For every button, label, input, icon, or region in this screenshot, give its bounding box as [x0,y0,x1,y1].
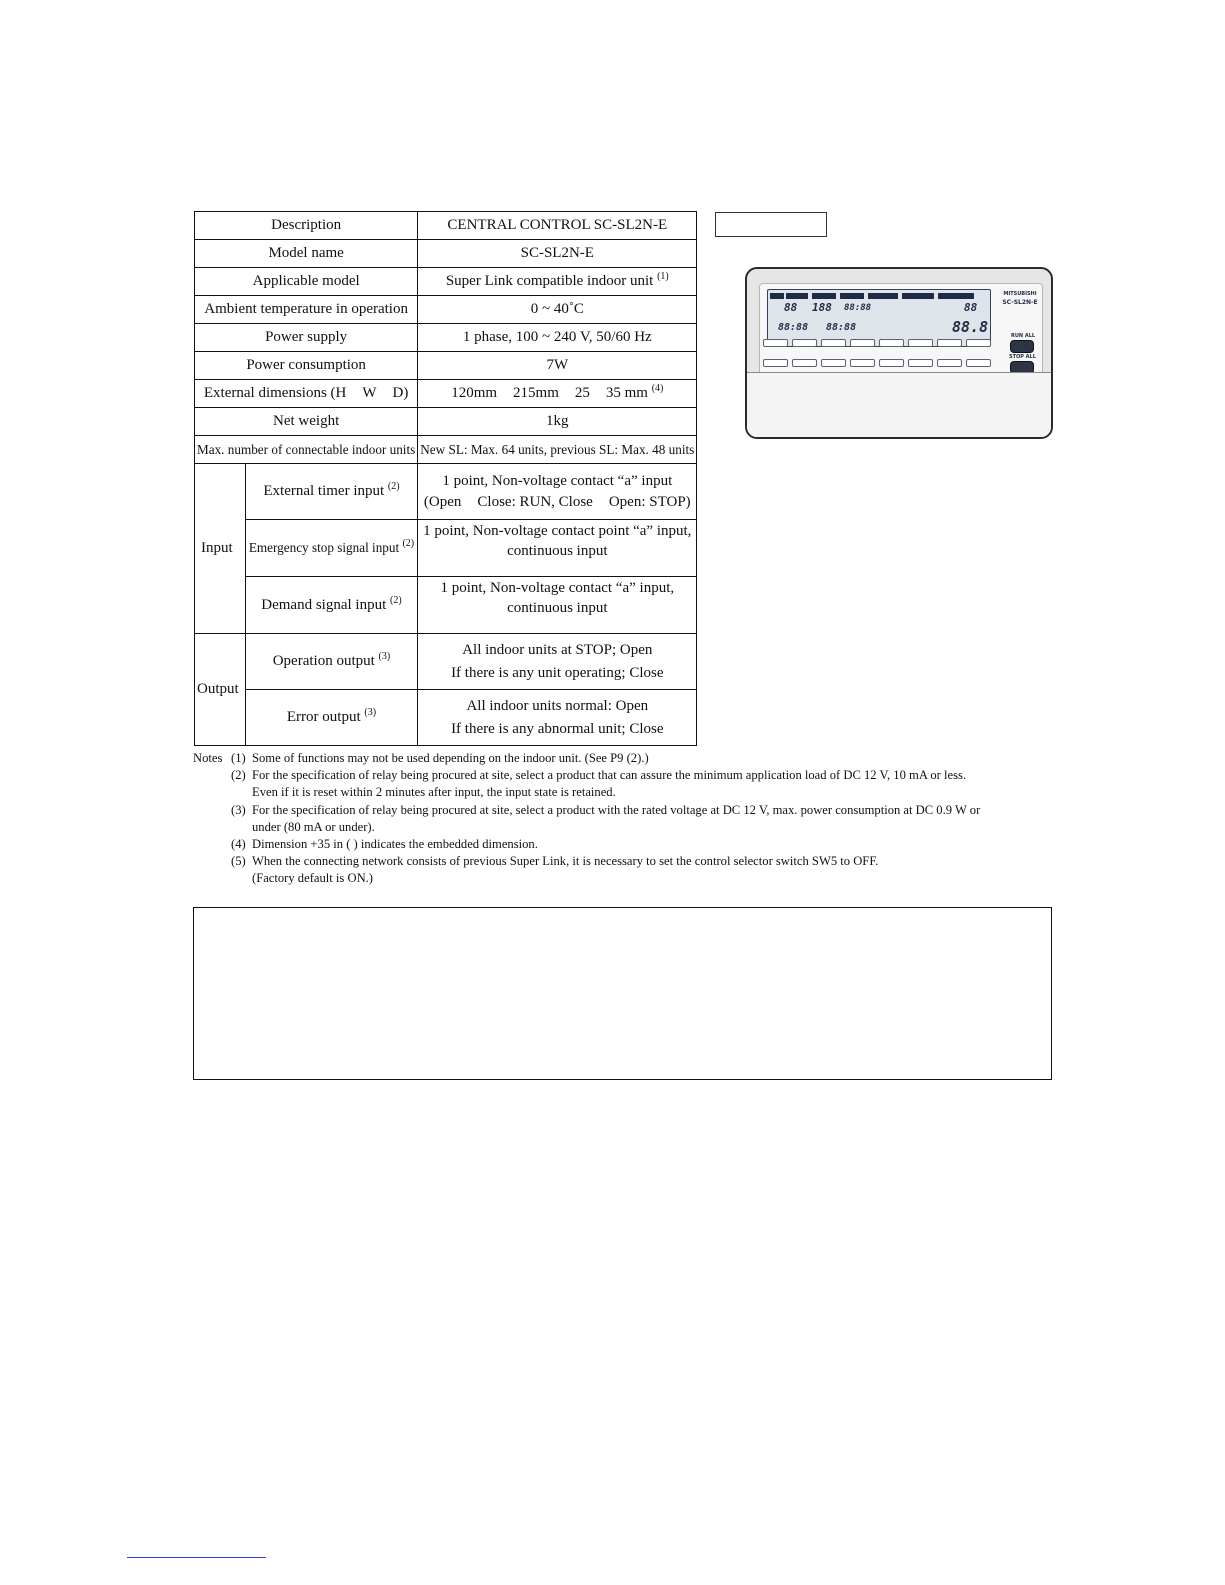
unit-button[interactable] [850,359,875,367]
table-row [195,212,697,240]
row-label: Demand signal input [261,596,387,613]
unit-button[interactable] [937,339,962,347]
row-label: Error output [286,709,361,726]
note-number: (3) [231,802,246,817]
lcd-digits: 88 [784,301,798,314]
lcd-bar [812,293,836,299]
dim-value-part: 25 [574,385,590,402]
unit-button[interactable] [821,359,846,367]
note-text [252,767,1033,801]
empty-content-box [193,907,1052,1080]
row-label: Ambient temperature in operation [195,296,418,324]
unit-button[interactable] [908,339,933,347]
note-line: For the specification of relay being procured at site, select a product with the rated voltage at DC 12 V, max. power consumption at DC 0.9 W or [252,802,981,817]
value-line: 1 point, Non-voltage contact point “a” input, [423,523,692,539]
value-part: (Open [423,493,462,510]
value-part: Open: STOP) [608,493,691,510]
table-row [195,520,697,577]
note-item [193,853,1033,887]
table-row [195,268,697,296]
row-label: Power supply [195,324,418,352]
row-label: Model name [195,240,418,268]
footnote-ref: (3) [378,651,391,663]
table-row [195,352,697,380]
footnote-ref: (1) [657,271,669,283]
row-value: 1kg [418,408,697,436]
unit-button[interactable] [908,359,933,367]
unit-button[interactable] [850,339,875,347]
row-label-cell [245,690,418,746]
unit-button[interactable] [937,359,962,367]
table-row [195,380,697,408]
note-number: (4) [231,837,246,852]
value-line: All indoor units normal: Open [466,698,649,714]
row-value: Super Link compatible indoor unit [445,273,654,290]
table-row [195,408,697,436]
note-item [193,750,1033,767]
lcd-bar [786,293,808,299]
unit-button[interactable] [792,339,817,347]
unit-button[interactable] [792,359,817,367]
value-line: If there is any unit operating; Close [451,664,664,681]
note-text [252,750,1033,767]
controller-model-label: SC-SL2N-E [1002,299,1038,306]
note-text [252,836,1033,853]
group-label-output: Output [195,634,246,746]
value-line: continuous input [507,543,608,560]
lcd-bar [868,293,898,299]
row-value-cell [418,380,697,408]
row-label: Max. number of connectable indoor units [195,436,418,464]
row-label: Operation output [272,653,375,670]
row-label: Emergency stop signal input [248,540,400,556]
note-line: Dimension +35 in ( ) indicates the embedded dimension. [252,837,538,852]
note-number: (2) [231,768,246,783]
footnote-ref: (3) [364,707,377,719]
row-value: SC-SL2N-E [418,240,697,268]
note-number: (1) [231,751,246,765]
row-value-cell [418,634,697,690]
lcd-bar [840,293,864,299]
value-line: If there is any abnormal unit; Close [451,720,664,737]
note-line: For the specification of relay being procured at site, select a product that can assure the minimum application load of DC 12 V, 10 mA or less. [252,768,967,783]
row-value-cell [418,464,697,520]
row-label: Power consumption [195,352,418,380]
lcd-bar [902,293,934,299]
row-value-cell [418,520,697,577]
row-label-cell [245,464,418,520]
table-row [195,634,697,690]
table-row [195,296,697,324]
table-row [195,324,697,352]
stop-all-label: STOP ALL [1009,354,1036,360]
notes-section [193,750,1033,888]
lcd-digits: 88:88 [778,322,809,333]
note-item [193,767,1033,801]
row-label: Net weight [195,408,418,436]
row-value-cell [418,268,697,296]
row-label-cell [195,380,418,408]
run-all-button[interactable] [1010,340,1034,353]
row-label: External timer input [263,483,385,500]
notes-heading: Notes [193,751,223,765]
row-value: New SL: Max. 64 units, previous SL: Max. 48 units [418,436,697,464]
dim-label-part: External dimensions (H [203,385,347,402]
footer-link-underline[interactable] [127,1557,266,1558]
table-row [195,436,697,464]
row-value: 0 ~ 40˚C [418,296,697,324]
footnote-ref: (2) [387,481,400,493]
row-label-cell [245,577,418,634]
unit-button[interactable] [879,359,904,367]
unit-button[interactable] [879,339,904,347]
lcd-digits: 88:88 [844,303,872,313]
controller-cover [747,372,1051,437]
dim-label-part: D) [392,385,409,402]
unit-button[interactable] [763,359,788,367]
lcd-bar [938,293,974,299]
dim-value-part: 120mm [451,385,498,402]
row-label-cell [245,520,418,577]
figure-label-box [715,212,827,237]
specification-table [194,211,697,746]
note-item [193,836,1033,853]
row-value: 1 phase, 100 ~ 240 V, 50/60 Hz [418,324,697,352]
value-line: All indoor units at STOP; Open [462,642,653,658]
note-line: (Factory default is ON.) [252,871,374,886]
note-line: under (80 mA or under). [252,819,375,834]
central-controller-illustration [745,267,1053,439]
footnote-ref: (2) [390,594,402,606]
table-row [195,577,697,634]
group-label-input: Input [195,464,246,634]
table-row [195,690,697,746]
row-label-cell [245,634,418,690]
note-number: (5) [231,854,246,869]
unit-button[interactable] [763,339,788,347]
value-line: continuous input [507,600,608,617]
value-line: 1 point, Non-voltage contact “a” input, [440,580,675,596]
note-text [252,853,1033,887]
lcd-digits: 88:88 [826,322,857,333]
note-line: Even if it is reset within 2 minutes after input, the input state is retained. [252,785,616,800]
dim-label-part: W [362,385,377,402]
row-value-cell [418,577,697,634]
unit-button[interactable] [966,339,991,347]
note-line: Some of functions may not be used depending on the indoor unit. (See P9 (2).) [252,751,649,765]
row-value: 7W [418,352,697,380]
lcd-bar [770,293,784,299]
brand-logo: MITSUBISHI [1003,291,1037,297]
unit-button[interactable] [821,339,846,347]
footnote-ref: (4) [651,383,664,395]
note-item [193,802,1033,836]
note-line: When the connecting network consists of previous Super Link, it is necessary to set the control selector switch SW5 to OFF. [252,854,879,869]
lcd-digits: 88 [964,301,978,314]
row-value: CENTRAL CONTROL SC-SL2N-E [418,212,697,240]
row-value-cell [418,690,697,746]
value-part: Close: RUN, Close [477,493,593,510]
row-label: Applicable model [195,268,418,296]
table-row [195,240,697,268]
footnote-ref: (2) [402,538,415,550]
row-label: Description [195,212,418,240]
value-line: 1 point, Non-voltage contact “a” input [442,473,673,490]
table-row [195,464,697,520]
unit-button[interactable] [966,359,991,367]
lcd-digits: 88.8 [952,318,989,336]
value-line [420,492,694,512]
dim-value-part: 215mm [513,385,559,402]
dim-value-part: 35 mm [605,385,648,402]
run-all-label: RUN ALL [1011,333,1036,339]
note-text [252,802,1033,836]
lcd-digits: 188 [812,301,832,314]
